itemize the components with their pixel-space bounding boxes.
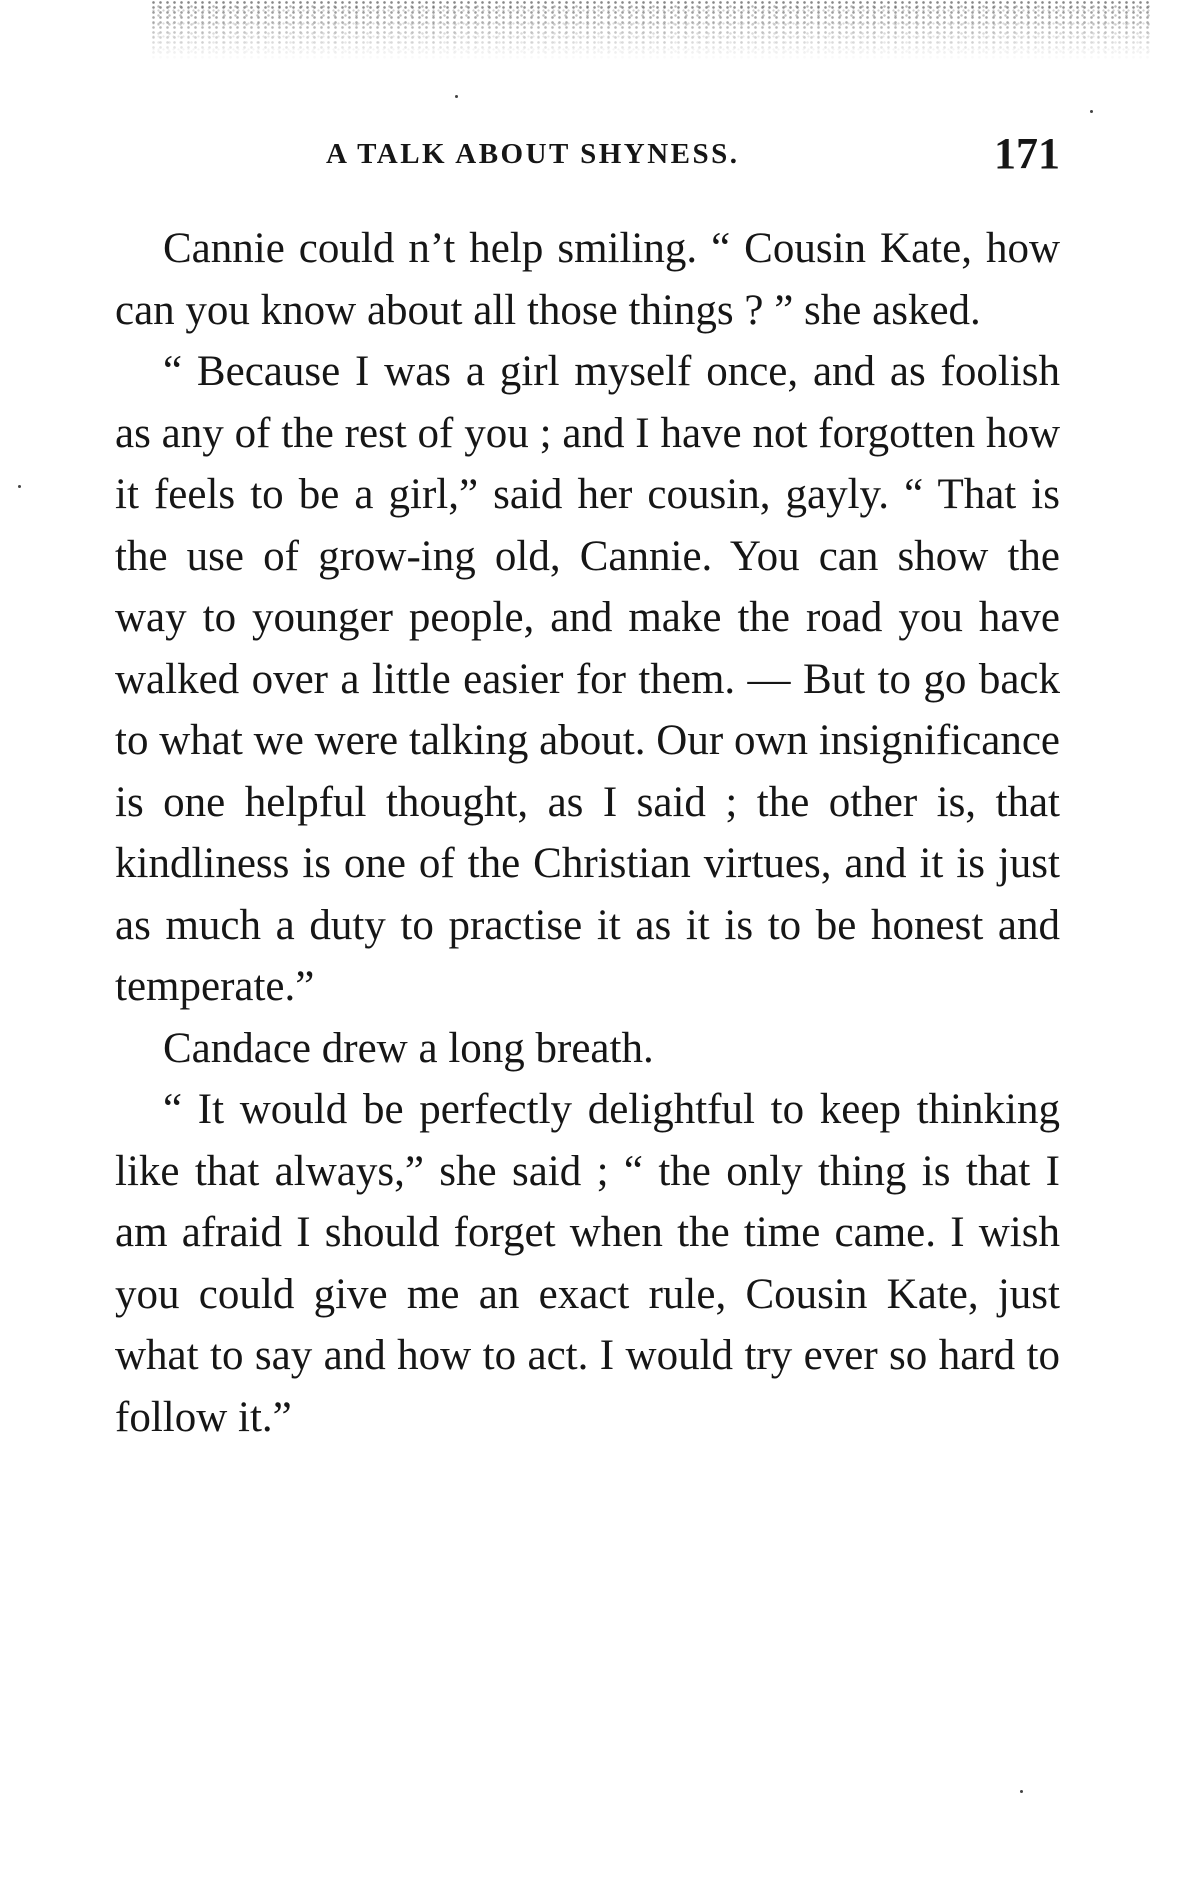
running-head: A TALK ABOUT SHYNESS. <box>326 138 740 170</box>
paragraph: Cannie could n’t help smiling. “ Cousin Kate, how can you know about all those things ? ” she asked. <box>115 225 1060 334</box>
scan-noise <box>150 0 1150 60</box>
paragraph: Candace drew a long breath. <box>163 1024 654 1072</box>
page-header <box>326 128 1060 178</box>
scan-speck <box>1090 110 1093 113</box>
scan-speck <box>1020 1790 1023 1793</box>
paragraph: “ Because I was a girl myself once, and as foolish as any of the rest of you ; and I have not forgotten how it feels to be a girl,” said her cousin, gayly. “ That is the use of grow-ing old, Cannie. You can show the way to younger people, and make the road you have walked over a little easier for them. — But to go back to what we were talking about. Our own insignificance is one helpful thought, as I said ; the other is, that kindliness is one of the Christian virtues, and it is just as much a duty to practise it as it is to be honest and temperate.” <box>115 348 1060 1010</box>
paragraph: “ It would be perfectly delightful to keep thinking like that always,” she said ; “ the only thing is that I am afraid I should forget when the time came. I wish you could give me an exact rule, Cousin Kate, just what to say and how to act. I would try ever so hard to follow it.” <box>115 1086 1060 1441</box>
scan-speck <box>455 95 458 98</box>
page-number: 171 <box>994 129 1060 178</box>
body-text <box>115 218 1060 1448</box>
scan-speck <box>18 485 21 488</box>
